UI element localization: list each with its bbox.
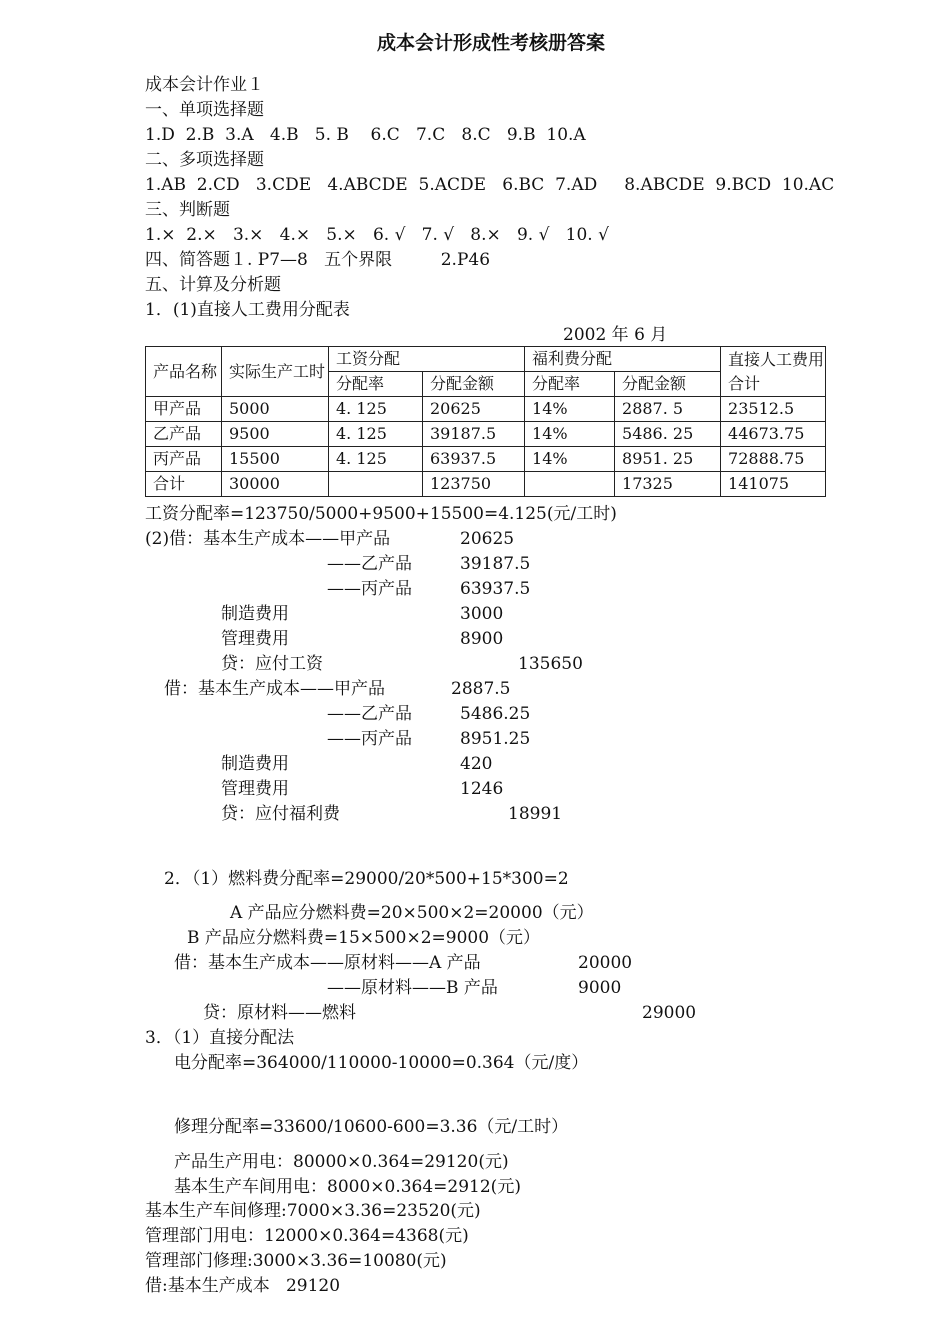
section-calculation-heading: 五、计算及分析题 xyxy=(145,275,281,295)
q3-line: 管理部门用电：12000×0.364=4368(元) xyxy=(145,1226,469,1246)
document-title: 成本会计形成性考核册答案 xyxy=(376,32,605,54)
cell-name: 乙产品 xyxy=(146,422,222,447)
journal-line-label: ——乙产品 xyxy=(327,554,412,574)
cell-wage-rate: 4. 125 xyxy=(329,422,423,447)
cell-welfare-amount: 17325 xyxy=(615,472,721,497)
cell-wage-rate: 4. 125 xyxy=(329,397,423,422)
cell-total: 23512.5 xyxy=(721,397,826,422)
header-product: 产品名称 xyxy=(146,347,222,397)
q3-line: 基本生产车间用电：8000×0.364=2912(元) xyxy=(174,1177,521,1197)
journal-line-amount: 20625 xyxy=(460,529,515,549)
journal-line-label: 贷：原材料——燃料 xyxy=(203,1003,356,1023)
journal-line-amount: 420 xyxy=(460,754,493,774)
section-multi-choice-heading: 二、多项选择题 xyxy=(145,150,264,170)
journal-line-amount: 2887.5 xyxy=(451,679,511,699)
journal-line-label: 管理费用 xyxy=(221,629,289,649)
cell-welfare-amount: 5486. 25 xyxy=(615,422,721,447)
cell-name: 丙产品 xyxy=(146,447,222,472)
journal-line-label: 借：基本生产成本——甲产品 xyxy=(164,679,385,699)
header-wage: 工资分配 xyxy=(329,347,525,372)
journal-line-amount: 1246 xyxy=(460,779,504,799)
q3-line: 产品生产用电：80000×0.364=29120(元) xyxy=(174,1152,509,1172)
cell-wage-amount: 63937.5 xyxy=(423,447,525,472)
journal-line-label: 制造费用 xyxy=(221,754,289,774)
header-total: 直接人工费用合计 xyxy=(721,347,826,397)
header-wage-amount: 分配金额 xyxy=(423,372,525,397)
cell-hours: 5000 xyxy=(222,397,329,422)
multi-choice-answers: 1.AB 2.CD 3.CDE 4.ABCDE 5.ACDE 6.BC 7.AD 8.ABCDE 9.BCD 10.AC xyxy=(145,175,835,195)
table-row xyxy=(146,422,826,447)
cell-total: 72888.75 xyxy=(721,447,826,472)
section-short-answer: 四、简答题１. P7—8 五个界限 2.P46 xyxy=(145,250,491,270)
header-welfare: 福利费分配 xyxy=(525,347,721,372)
cell-name: 甲产品 xyxy=(146,397,222,422)
q3-line: 管理部门修理:3000×3.36=10080(元) xyxy=(145,1251,447,1271)
single-choice-answers: 1.D 2.B 3.A 4.B 5. B 6.C 7.C 8.C 9.B 10.A xyxy=(145,125,586,145)
assignment-heading: 成本会计作业１ xyxy=(145,75,264,95)
wage-rate-line: 工资分配率=123750/5000+9500+15500=4.125(元/工时) xyxy=(145,504,617,524)
journal-line-label: ——原材料——B 产品 xyxy=(327,978,498,998)
journal-line-label: ——乙产品 xyxy=(327,704,412,724)
header-wage-rate: 分配率 xyxy=(329,372,423,397)
journal-line-amount: 8900 xyxy=(460,629,504,649)
q2-line: B 产品应分燃料费=15×500×2=9000（元） xyxy=(187,928,541,948)
header-welfare-amount: 分配金额 xyxy=(615,372,721,397)
question1-title: 1．(1)直接人工费用分配表 xyxy=(145,300,350,320)
section-single-choice-heading: 一、单项选择题 xyxy=(145,100,264,120)
cell-welfare-rate: 14% xyxy=(525,447,615,472)
journal-line-amount: 3000 xyxy=(460,604,504,624)
cell-welfare-rate: 14% xyxy=(525,397,615,422)
cell-wage-rate xyxy=(329,472,423,497)
cell-hours: 9500 xyxy=(222,422,329,447)
cell-welfare-rate xyxy=(525,472,615,497)
journal-line-amount: 135650 xyxy=(518,654,583,674)
cell-hours: 15500 xyxy=(222,447,329,472)
journal-line-amount: 5486.25 xyxy=(460,704,531,724)
cell-name: 合计 xyxy=(146,472,222,497)
header-hours: 实际生产工时 xyxy=(222,347,329,397)
q3-line: 3．（1）直接分配法 xyxy=(145,1028,295,1048)
table-total-row xyxy=(146,472,826,497)
journal-line-label: (2)借：基本生产成本——甲产品 xyxy=(145,529,391,549)
q3-line: 基本生产车间修理:7000×3.36=23520(元) xyxy=(145,1201,481,1221)
cell-welfare-amount: 2887. 5 xyxy=(615,397,721,422)
cell-wage-rate: 4. 125 xyxy=(329,447,423,472)
cell-welfare-rate: 14% xyxy=(525,422,615,447)
table-date: 2002 年 6 月 xyxy=(563,325,668,345)
journal-line-label: 制造费用 xyxy=(221,604,289,624)
table-row xyxy=(146,397,826,422)
true-false-answers: 1.× 2.× 3.× 4.× 5.× 6. √ 7. √ 8.× 9. √ 10. √ xyxy=(145,225,609,245)
journal-line-label: 贷：应付工资 xyxy=(221,654,323,674)
cell-wage-amount: 20625 xyxy=(423,397,525,422)
journal-line-amount: 8951.25 xyxy=(460,729,531,749)
journal-line-label: 借：基本生产成本——原材料——A 产品 xyxy=(174,953,481,973)
section-true-false-heading: 三、判断题 xyxy=(145,200,230,220)
journal-line-amount: 18991 xyxy=(508,804,563,824)
journal-line-label: ——丙产品 xyxy=(327,579,412,599)
q2-line: 2．（1）燃料费分配率=29000/20*500+15*300=2 xyxy=(164,869,569,889)
labor-cost-allocation-table xyxy=(145,346,826,497)
q3-line: 借:基本生产成本 29120 xyxy=(145,1276,341,1296)
cell-hours: 30000 xyxy=(222,472,329,497)
table-header-row xyxy=(146,347,826,372)
journal-line-amount: 63937.5 xyxy=(460,579,531,599)
q3-line: 修理分配率=33600/10600-600=3.36（元/工时） xyxy=(174,1117,569,1137)
journal-line-label: 贷：应付福利费 xyxy=(221,804,340,824)
journal-line-amount: 29000 xyxy=(642,1003,697,1023)
cell-wage-amount: 123750 xyxy=(423,472,525,497)
cell-total: 141075 xyxy=(721,472,826,497)
journal-line-amount: 20000 xyxy=(578,953,633,973)
journal-line-label: 管理费用 xyxy=(221,779,289,799)
q3-line: 电分配率=364000/110000-10000=0.364（元/度） xyxy=(174,1053,589,1073)
table-row xyxy=(146,447,826,472)
journal-line-label: ——丙产品 xyxy=(327,729,412,749)
journal-line-amount: 39187.5 xyxy=(460,554,531,574)
q2-line: A 产品应分燃料费=20×500×2=20000（元） xyxy=(230,903,594,923)
cell-total: 44673.75 xyxy=(721,422,826,447)
header-welfare-rate: 分配率 xyxy=(525,372,615,397)
cell-wage-amount: 39187.5 xyxy=(423,422,525,447)
journal-line-amount: 9000 xyxy=(578,978,622,998)
cell-welfare-amount: 8951. 25 xyxy=(615,447,721,472)
